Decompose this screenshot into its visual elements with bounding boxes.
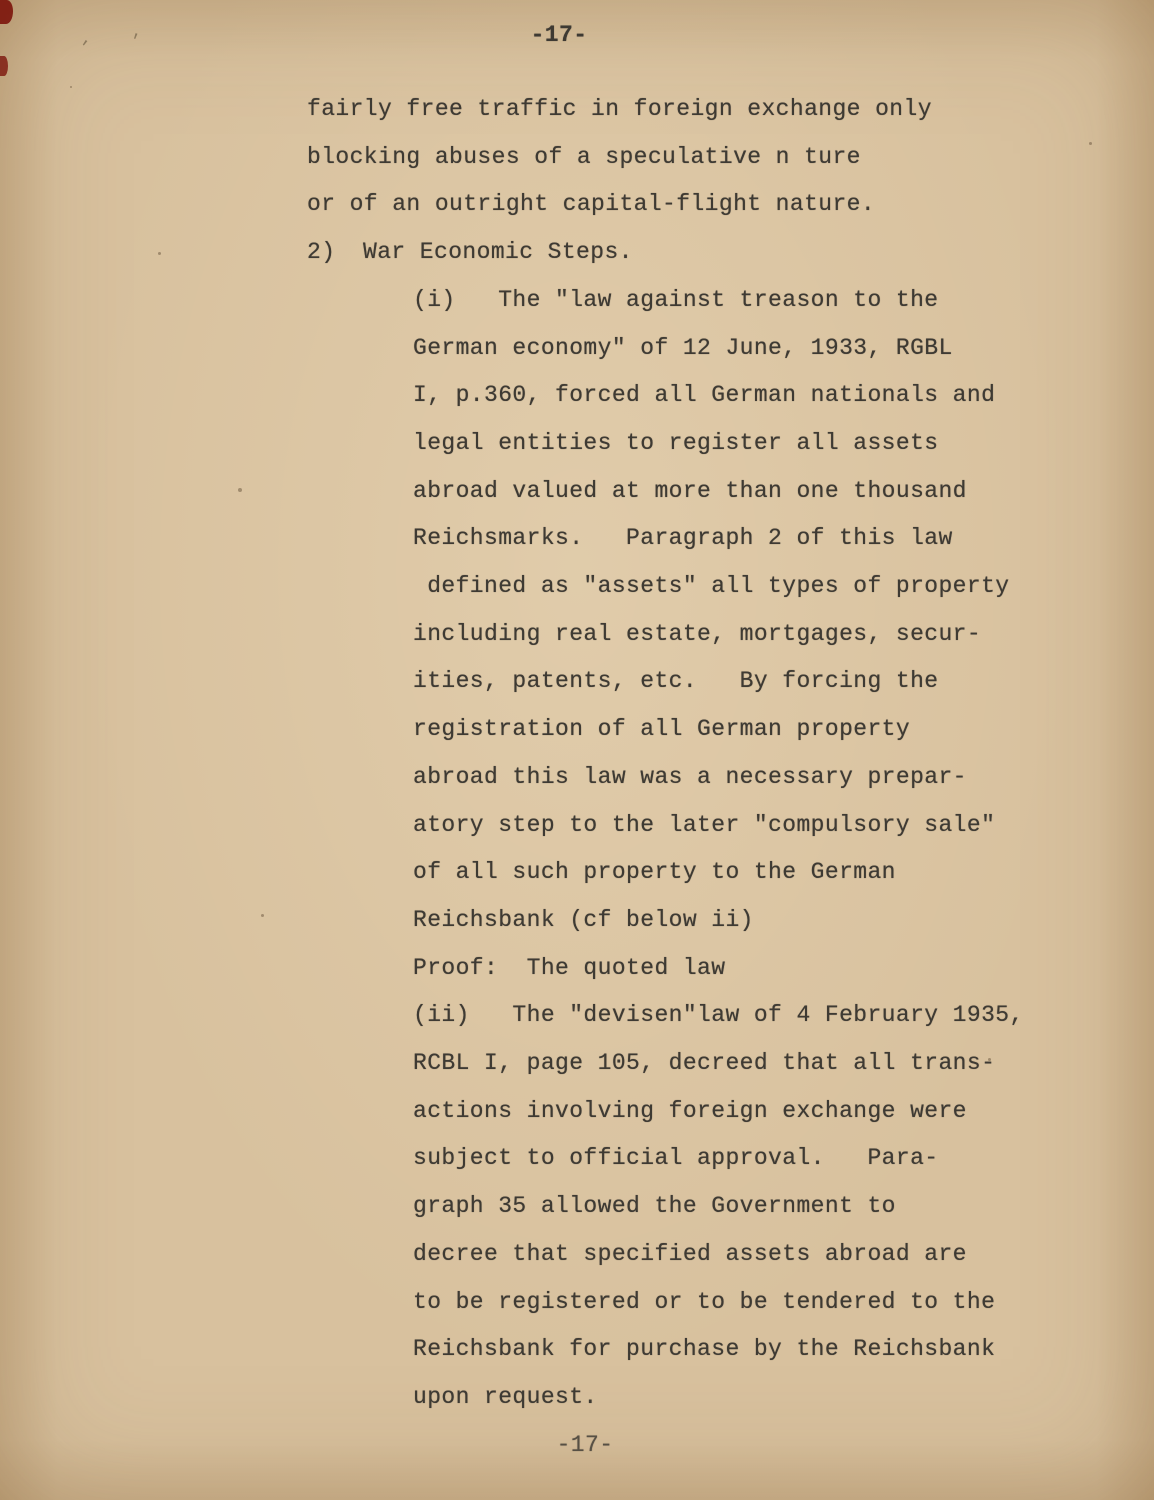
text-line: (i) The "law against treason to the [413,286,939,313]
page-number-top: -17- [530,22,588,48]
text-line: upon request. [413,1383,598,1410]
text-line: I, p.360, forced all German nationals and [413,382,996,409]
text-line: Proof: The quoted law [413,954,726,981]
text-line: defined as "assets" all types of property [413,573,1010,600]
text-line: Reichsmarks. Paragraph 2 of this law [413,525,953,552]
paragraph-item-ii [413,992,1154,1421]
section-title: War Economic Steps. [363,239,633,266]
text-line: Reichsbank (cf below ii) [413,906,754,933]
text-line: subject to official approval. Para- [413,1145,939,1172]
text-line: of all such property to the German [413,859,896,886]
text-line: fairly free traffic in foreign exchange only [307,96,932,122]
section-number: 2) [307,239,336,266]
text-line: (ii) The "devisen"law of 4 February 1935, [413,1002,1024,1029]
text-line: ities, patents, etc. By forcing the [413,668,939,695]
text-line: to be registered or to be tendered to the [413,1288,996,1315]
text-line: RCBL I, page 105, decreed that all trans- [413,1050,996,1077]
text-line: abroad valued at more than one thousand [413,477,967,504]
text-line: abroad this law was a necessary prepar- [413,763,967,790]
text-line: atory step to the later "compulsory sale" [413,811,996,838]
paper-stray-mark: ' [124,30,142,54]
text-line: blocking abuses of a speculative n ture [307,143,861,170]
text-line: decree that specified assets abroad are [413,1240,967,1267]
paragraph-intro [307,86,1154,229]
text-line: actions involving foreign exchange were [413,1097,967,1124]
text-line: Reichsbank for purchase by the Reichsbank [413,1336,996,1363]
text-line: including real estate, mortgages, secur- [413,620,982,647]
paper-stray-mark: ' [71,36,92,60]
paragraph-item-i [413,277,1154,993]
text-line: legal entities to register all assets [413,429,939,456]
page-number-bottom: -17- [556,1431,614,1458]
section-heading [307,229,1154,277]
text-line: German economy" of 12 June, 1933, RGBL [413,334,953,361]
text-line: registration of all German property [413,716,911,743]
document-body [0,86,1154,1469]
text-line: graph 35 allowed the Government to [413,1193,896,1220]
text-line: or of an outright capital-flight nature. [307,191,876,218]
